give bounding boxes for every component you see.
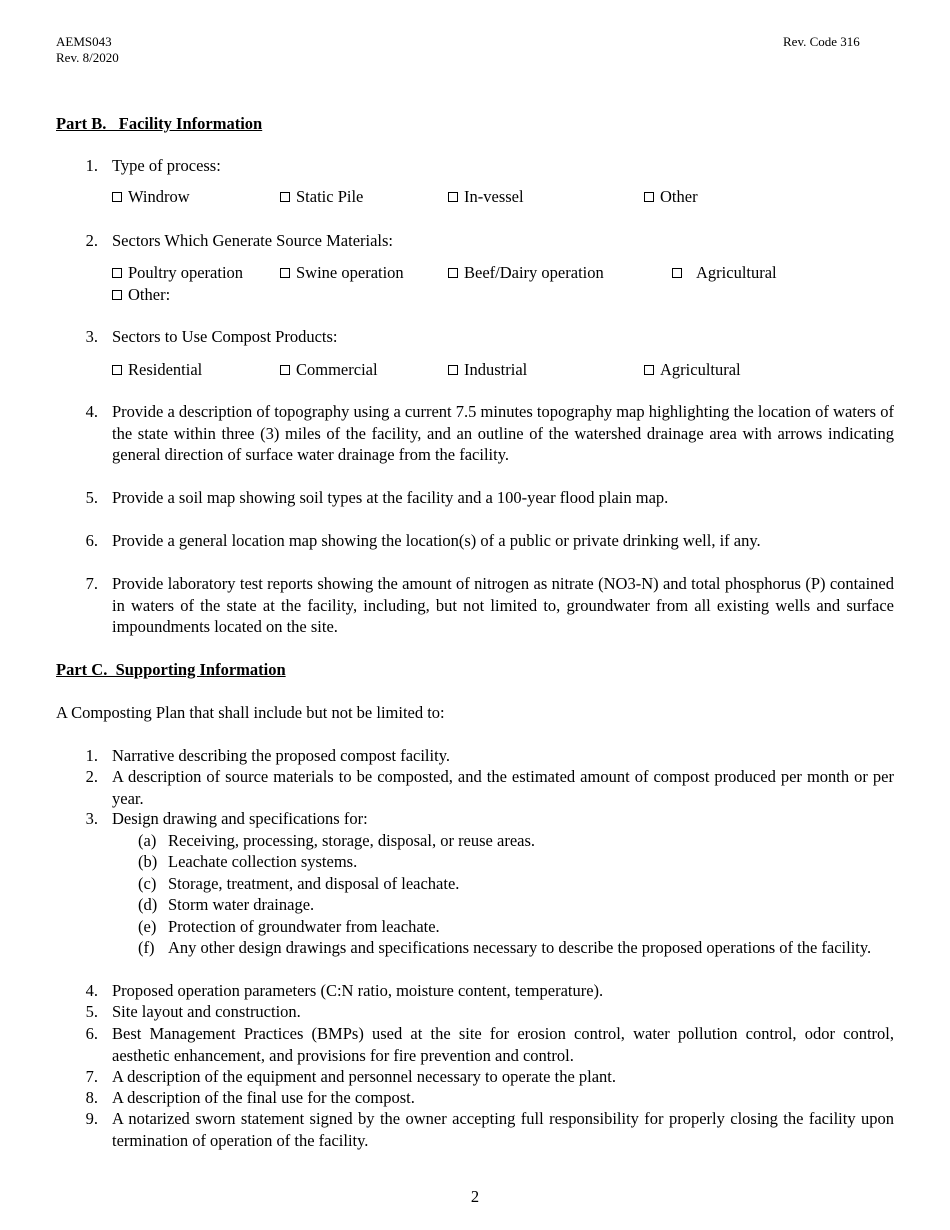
- sub-item-letter: (c): [138, 874, 157, 893]
- part-b-item-number: 6.: [85, 531, 98, 550]
- sub-item: Protection of groundwater from leachate.: [168, 917, 440, 936]
- part-c-item-number: 8.: [85, 1088, 98, 1107]
- part-b-item-number: 7.: [85, 574, 98, 593]
- lab-report-instruction: Provide laboratory test reports showing the amount of nitrogen as nitrate (NO3-N) and total phosphorus (P) contained in waters of the state at the facility, including, but not limited to, groundwater from all existing wells and surface impoundments located on the site.: [112, 574, 894, 636]
- option-agricultural-source[interactable]: Agricultural: [672, 262, 777, 284]
- checkbox[interactable]: [644, 192, 654, 202]
- part-b-item-number: 1.: [85, 156, 98, 175]
- option-poultry[interactable]: Poultry operation: [112, 262, 243, 284]
- sub-item: Storage, treatment, and disposal of leachate.: [168, 874, 460, 893]
- part-c-title: Part C. Supporting Information: [56, 660, 286, 679]
- composting-plan-intro: A Composting Plan that shall include but not be limited to:: [56, 703, 445, 722]
- option-other-process[interactable]: Other: [644, 186, 698, 208]
- checkbox[interactable]: [448, 365, 458, 375]
- checkbox[interactable]: [112, 192, 122, 202]
- topography-instruction: Provide a description of topography using a current 7.5 minutes topography map highlighting the location of waters of the state within three (3) miles of the facility, and an outline of the watershed drainage area with arrows indicating general direction of surface water drainage from the facility.: [112, 402, 894, 464]
- form-id: AEMS043: [56, 34, 112, 49]
- plan-item: A description of source materials to be composted, and the estimated amount of compost produced per month or per year.: [112, 767, 894, 808]
- option-windrow[interactable]: Windrow: [112, 186, 190, 208]
- sub-item-letter: (b): [138, 852, 158, 871]
- sub-item-letter: (e): [138, 917, 157, 936]
- part-b-item-number: 3.: [85, 327, 98, 346]
- checkbox[interactable]: [112, 290, 122, 300]
- checkbox[interactable]: [112, 268, 122, 278]
- sub-item: Receiving, processing, storage, disposal, or reuse areas.: [168, 831, 536, 850]
- checkbox[interactable]: [280, 365, 290, 375]
- checkbox[interactable]: [644, 365, 654, 375]
- checkbox[interactable]: [280, 192, 290, 202]
- part-c-item-number: 2.: [85, 767, 98, 786]
- part-c-item-number: 3.: [85, 809, 98, 828]
- checkbox[interactable]: [672, 268, 682, 278]
- checkbox[interactable]: [112, 365, 122, 375]
- part-b-title: Part B. Facility Information: [56, 114, 263, 133]
- page-number: 2: [470, 1187, 480, 1206]
- option-in-vessel[interactable]: In-vessel: [448, 186, 524, 208]
- part-c-item-number: 7.: [85, 1067, 98, 1086]
- checkbox[interactable]: [448, 268, 458, 278]
- plan-item: A notarized sworn statement signed by the owner accepting full responsibility for properly closing the facility upon termination of operation of the facility.: [112, 1109, 894, 1150]
- option-other-source[interactable]: Other:: [112, 284, 170, 306]
- use-sectors-label: Sectors to Use Compost Products:: [112, 327, 338, 346]
- plan-item: Site layout and construction.: [112, 1002, 301, 1021]
- part-b-item-number: 5.: [85, 488, 98, 507]
- sub-item: Leachate collection systems.: [168, 852, 358, 871]
- source-sectors-label: Sectors Which Generate Source Materials:: [112, 231, 394, 250]
- part-b-item-number: 4.: [85, 402, 98, 421]
- plan-item: Design drawing and specifications for:: [112, 809, 368, 828]
- plan-item: A description of the equipment and personnel necessary to operate the plant.: [112, 1067, 617, 1086]
- option-industrial[interactable]: Industrial: [448, 359, 527, 381]
- sub-item-letter: (f): [138, 938, 155, 957]
- part-c-item-number: 9.: [85, 1109, 98, 1128]
- option-residential[interactable]: Residential: [112, 359, 202, 381]
- option-beef-dairy[interactable]: Beef/Dairy operation: [448, 262, 604, 284]
- plan-item: Proposed operation parameters (C:N ratio, moisture content, temperature).: [112, 981, 604, 1000]
- soil-map-instruction: Provide a soil map showing soil types at the facility and a 100-year flood plain map.: [112, 488, 669, 507]
- checkbox[interactable]: [448, 192, 458, 202]
- plan-item: Narrative describing the proposed compost facility.: [112, 746, 450, 765]
- part-c-item-number: 5.: [85, 1002, 98, 1021]
- option-agricultural-use[interactable]: Agricultural: [644, 359, 741, 381]
- rev-code: Rev. Code 316: [783, 34, 860, 49]
- part-c-item-number: 1.: [85, 746, 98, 765]
- part-c-item-number: 4.: [85, 981, 98, 1000]
- plan-item: A description of the final use for the compost.: [112, 1088, 415, 1107]
- plan-item: Best Management Practices (BMPs) used at the site for erosion control, water pollution control, odor control, aesthetic enhancement, and provisions for fire prevention and control.: [112, 1024, 894, 1065]
- part-b-item-number: 2.: [85, 231, 98, 250]
- location-map-instruction: Provide a general location map showing the location(s) of a public or private drinking well, if any.: [112, 531, 761, 550]
- option-commercial[interactable]: Commercial: [280, 359, 378, 381]
- sub-item-letter: (d): [138, 895, 158, 914]
- option-swine[interactable]: Swine operation: [280, 262, 404, 284]
- process-type-label: Type of process:: [112, 156, 221, 175]
- option-static-pile[interactable]: Static Pile: [280, 186, 363, 208]
- sub-item-letter: (a): [138, 831, 157, 850]
- form-revision: Rev. 8/2020: [56, 50, 119, 65]
- sub-item: Any other design drawings and specifications necessary to describe the proposed operations of the facility.: [168, 938, 872, 957]
- sub-item: Storm water drainage.: [168, 895, 315, 914]
- part-c-item-number: 6.: [85, 1024, 98, 1043]
- checkbox[interactable]: [280, 268, 290, 278]
